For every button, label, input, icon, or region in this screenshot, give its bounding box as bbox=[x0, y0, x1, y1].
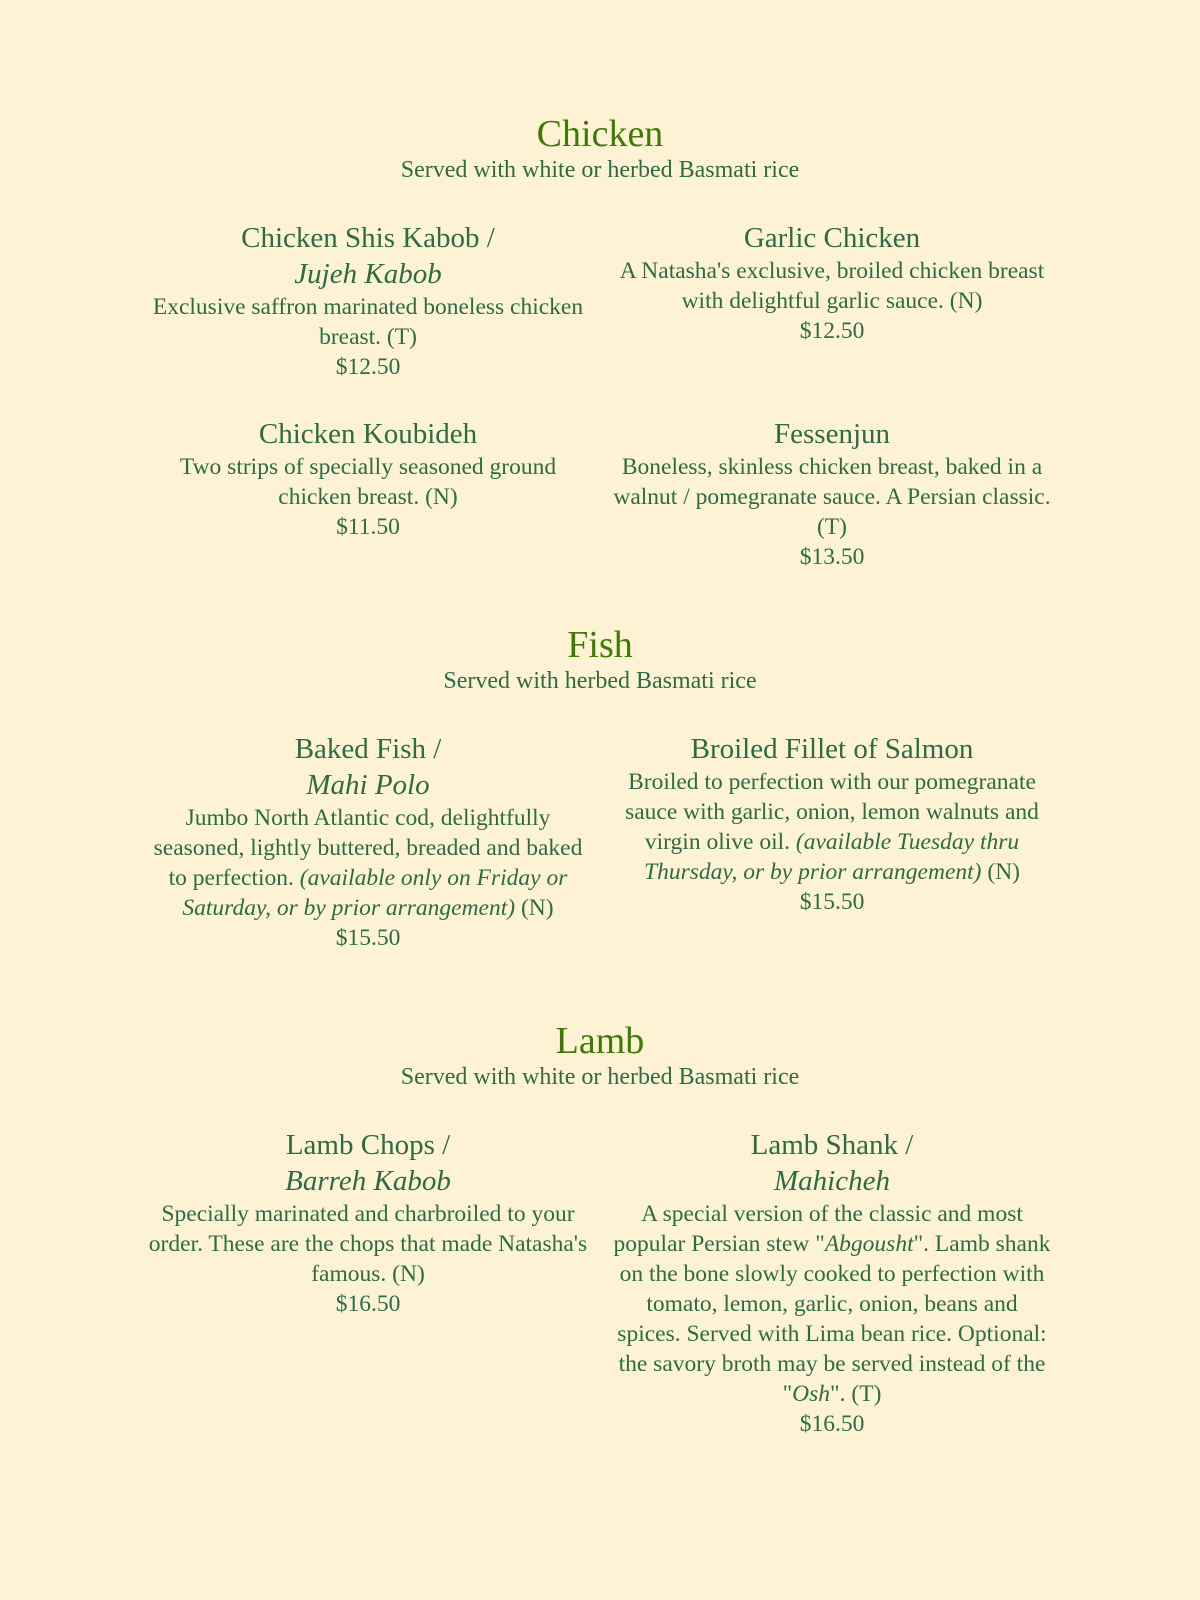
menu-item-lamb-chops bbox=[148, 1127, 588, 1319]
item-price: $15.50 bbox=[799, 889, 865, 915]
menu-item-broiled-salmon bbox=[612, 731, 1052, 917]
section-title-fish: Fish bbox=[567, 624, 633, 666]
section-subtitle-fish: Served with herbed Basmati rice bbox=[443, 668, 757, 694]
item-tag: (N) bbox=[520, 895, 554, 921]
item-name: Garlic Chicken bbox=[743, 222, 921, 254]
item-name: Chicken Koubideh bbox=[258, 418, 478, 450]
item-description: Exclusive saffron marinated boneless chicken breast. (T) bbox=[152, 294, 584, 350]
item-price: $16.50 bbox=[799, 1411, 865, 1437]
item-description bbox=[612, 1199, 1052, 1409]
item-price: $15.50 bbox=[335, 925, 401, 951]
item-price: $11.50 bbox=[336, 514, 400, 540]
item-price: $12.50 bbox=[799, 318, 865, 344]
item-description: Two strips of specially seasoned ground chicken breast. (N) bbox=[179, 454, 557, 510]
item-tag: ". (T) bbox=[830, 1381, 882, 1407]
menu-item-fessenjun bbox=[612, 416, 1052, 572]
menu-item-garlic-chicken bbox=[612, 220, 1052, 346]
item-description-text: A special version of the classic and most popular Persian stew " bbox=[613, 1201, 1023, 1257]
item-name: Lamb Chops / bbox=[285, 1129, 451, 1161]
section-subtitle-chicken: Served with white or herbed Basmati rice bbox=[400, 157, 800, 183]
item-availability-note: (available Tuesday thru Thursday, or by prior arrangement) bbox=[644, 829, 1020, 885]
item-price: $12.50 bbox=[335, 354, 401, 380]
item-description bbox=[612, 767, 1052, 887]
item-name: Broiled Fillet of Salmon bbox=[690, 733, 974, 765]
item-soup-name: Osh bbox=[792, 1381, 831, 1407]
item-description-text: Broiled to perfection with our pomegranate sauce with garlic, onion, lemon walnuts and virgin olive oil. bbox=[625, 769, 1039, 855]
menu-item-lamb-shank bbox=[612, 1127, 1052, 1439]
menu-item-chicken-koubideh bbox=[148, 416, 588, 542]
item-description: Boneless, skinless chicken breast, baked in a walnut / pomegranate sauce. A Persian classic. (T) bbox=[613, 454, 1051, 540]
section-title-chicken: Chicken bbox=[536, 113, 664, 155]
item-price: $16.50 bbox=[335, 1291, 401, 1317]
item-description: Specially marinated and charbroiled to your order. These are the chops that made Natasha's famous. (N) bbox=[148, 1201, 588, 1287]
item-stew-name: Abgousht bbox=[824, 1231, 914, 1257]
item-availability-note: (available only on Friday or Saturday, or by prior arrangement) bbox=[182, 865, 568, 921]
item-description-text: Jumbo North Atlantic cod, delightfully seasoned, lightly buttered, breaded and baked to perfection. bbox=[153, 805, 583, 891]
item-name: Baked Fish / bbox=[294, 733, 442, 765]
item-name: Lamb Shank / bbox=[750, 1129, 914, 1161]
item-alt-name: Barreh Kabob bbox=[285, 1165, 451, 1197]
menu-item-chicken-shis-kabob bbox=[148, 220, 588, 382]
section-subtitle-lamb: Served with white or herbed Basmati rice bbox=[400, 1064, 800, 1090]
item-name: Chicken Shis Kabob / bbox=[241, 222, 495, 254]
item-description-text: ". Lamb shank on the bone slowly cooked to perfection with tomato, lemon, garlic, onion, beans and spices. Served with Lima bean rice. Optional: the savory broth may be served instead of the " bbox=[617, 1231, 1051, 1407]
item-alt-name: Mahi Polo bbox=[306, 769, 430, 801]
section-title-lamb: Lamb bbox=[555, 1020, 645, 1062]
item-description bbox=[148, 803, 588, 923]
item-alt-name: Mahicheh bbox=[774, 1165, 890, 1197]
item-alt-name: Jujeh Kabob bbox=[294, 258, 442, 290]
menu-item-baked-fish bbox=[148, 731, 588, 953]
item-name: Fessenjun bbox=[774, 418, 890, 450]
item-description: A Natasha's exclusive, broiled chicken breast with delightful garlic sauce. (N) bbox=[619, 258, 1045, 314]
item-price: $13.50 bbox=[799, 544, 865, 570]
item-tag: (N) bbox=[987, 859, 1020, 885]
